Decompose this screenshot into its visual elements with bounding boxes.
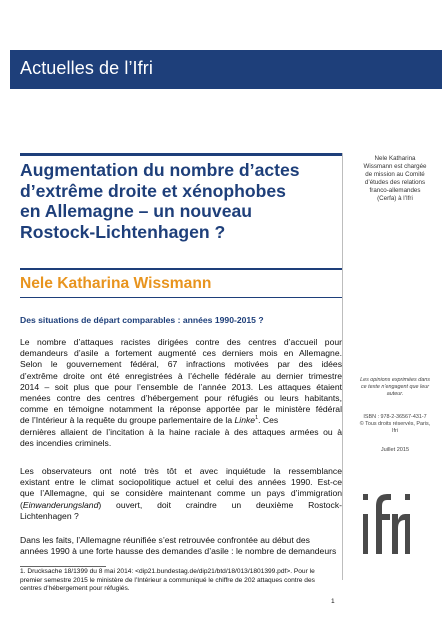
footnote-rule <box>20 566 106 567</box>
text-line: comme en témoigne notamment la réponse apportée par le ministère fédéral <box>20 404 342 415</box>
isbn-line: Ifri <box>392 428 398 434</box>
section-subheading: Des situations de départ comparables : années 1990-2015 ? <box>20 315 264 325</box>
footnote-ref[interactable]: 1 <box>255 415 259 422</box>
text-fragment: de l’Intérieur à la requête du groupe parlementaire de la <box>20 415 233 426</box>
title-line: en Allemagne – un nouveau <box>20 201 253 221</box>
bio-line: (Cerfa) à l’Ifri <box>377 195 413 202</box>
bio-line: Nele Katharina <box>374 155 416 162</box>
page-number: 1 <box>331 598 335 605</box>
disclaimer-line: Les opinions exprimées dans <box>360 377 430 383</box>
bio-line: franco-allemandes <box>369 187 421 194</box>
text-line: (Einwanderungsland) ouvert, doit craindre un deuxième Rostock- <box>20 499 342 510</box>
bio-line: Wissmann est chargée <box>363 163 427 170</box>
paragraph-1 <box>20 337 342 449</box>
title-line: d’extrême droite et xénophobes <box>20 180 286 201</box>
isbn-line: © Tous droits réservés, Paris, <box>359 421 431 427</box>
german-term: Einwanderungsland <box>22 499 99 510</box>
publication-date: Juillet 2015 <box>380 447 410 453</box>
party-name: Linke <box>234 415 256 426</box>
author-bio <box>345 155 445 203</box>
disclaimer-line: auteur. <box>386 391 404 397</box>
isbn-line: ISBN : 978-2-36567-431-7 <box>363 414 427 420</box>
text-line: des incendies criminels. <box>20 437 112 448</box>
text-fragment: ouvert, doit craindre un deuxième Rostock- <box>116 499 342 510</box>
bio-line: d’études des relations <box>364 179 426 186</box>
series-title: Actuelles de l’Ifri <box>20 58 153 78</box>
text-line: d’extrême droite ont été enregistrées à l’échelle fédérale au dernier trimestre <box>20 370 342 381</box>
author-name: Nele Katharina Wissmann <box>20 275 212 292</box>
disclaimer-line: ce texte n’engagent que leur <box>360 384 430 390</box>
text-line: Selon le gouvernement fédéral, 67 infractions motivées par des idées <box>20 359 342 370</box>
footnote-line: centres d’hébergement pour réfugiés. <box>20 585 130 593</box>
text-line: années 1990 à une forte hausse des demandes d’asile : le nombre de demandeurs <box>20 546 337 557</box>
text-line: que l’Allemagne, qui se considère maintenant comme un pays d’immigration <box>20 488 342 499</box>
ifri-logo-icon <box>359 486 431 561</box>
text-fragment: ( <box>20 499 23 510</box>
series-banner <box>10 50 442 89</box>
text-line: existant entre le climat sociopolitique actuel et celui des années 1990. Est-ce <box>20 477 342 488</box>
text-line: demandeurs d’asile a fortement augmenté ces derniers mois en Allemagne. <box>20 348 342 359</box>
text-fragment: . Ces <box>258 415 279 426</box>
sidebar-divider <box>342 153 343 580</box>
text-line: Le nombre d’attaques racistes dirigées contre des centres d’accueil pour <box>20 337 342 347</box>
title-line: Augmentation du nombre d’actes <box>20 160 300 180</box>
article-title <box>20 160 338 242</box>
title-line: Rostock-Lichtenhagen ? <box>20 221 226 242</box>
text-line: Lichtenhagen ? <box>20 510 79 521</box>
footnote-line: 1. Drucksache 18/1399 du 8 mai 2014: <dip21.bundestag.de/dip21/btd/18/013/1801399.pdf>. Pour le <box>20 568 315 575</box>
text-line: menées contre des centres d’hébergement pour réfugiés ou leurs habitants, <box>20 393 342 404</box>
title-bottom-rule <box>20 268 342 270</box>
footnote-line: premier semestre 2015 le ministère de l’Intérieur a communiqué le chiffre de 202 attaques contre des <box>20 576 315 584</box>
text-line: Dans les faits, l’Allemagne réunifiée s’est retrouvée confrontée au début des <box>20 535 310 545</box>
paragraph-3 <box>20 535 342 557</box>
isbn-block <box>345 414 445 435</box>
text-line: dernières allaient de l’incitation à la haine raciale à des attaques armées ou à <box>20 426 342 437</box>
text-line: Les observateurs ont noté très tôt et avec inquiétude la ressemblance <box>20 466 342 476</box>
footnote <box>20 568 342 594</box>
author-rule <box>20 297 342 298</box>
title-top-rule <box>20 153 342 156</box>
text-line <box>20 415 342 426</box>
bio-line: de mission au Comité <box>365 171 425 178</box>
text-line: 2014 – soit plus que pour l’ensemble de l’année 2013. Les attaques étaient <box>20 381 342 392</box>
disclaimer <box>345 377 445 398</box>
paragraph-2 <box>20 466 342 522</box>
